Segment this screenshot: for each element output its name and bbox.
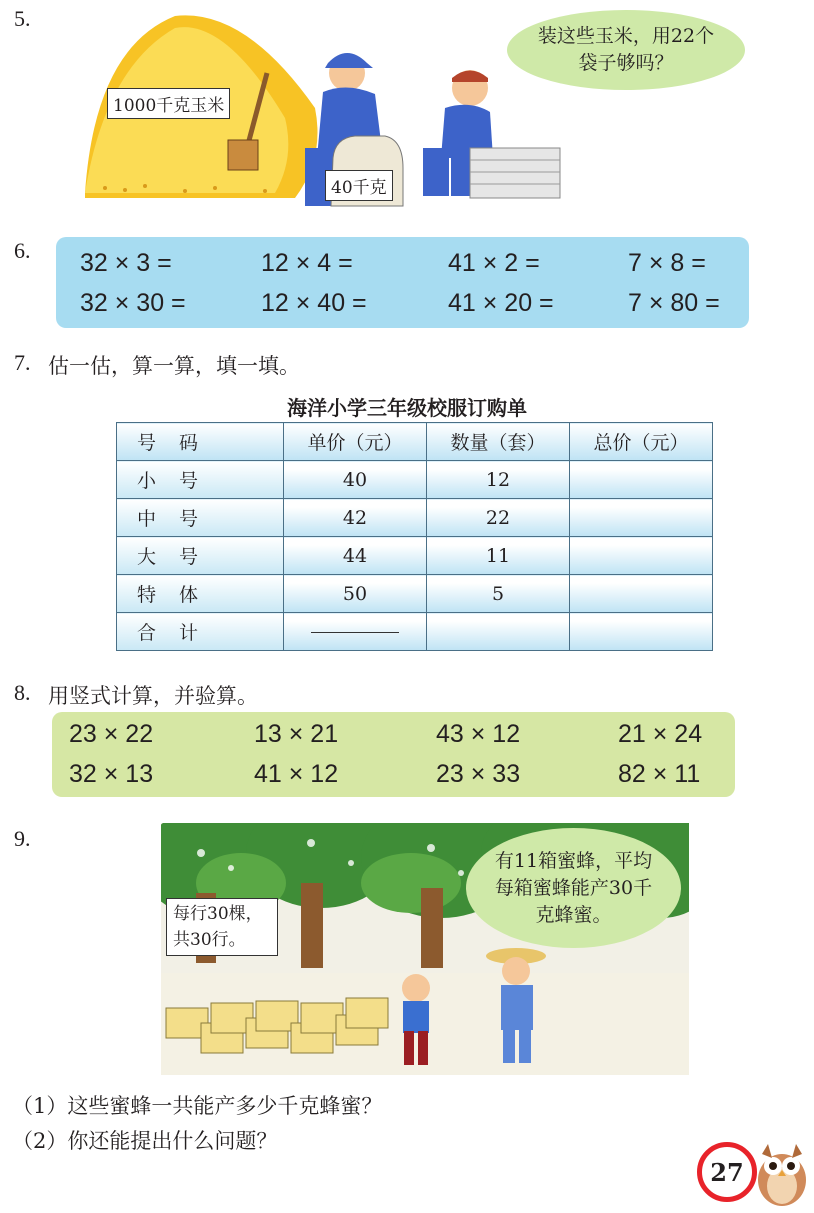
bag-weight-label: 40千克 — [325, 170, 393, 201]
vertical-calc-box — [52, 712, 735, 797]
table-row — [117, 461, 713, 499]
qty-cell: 5 — [427, 575, 570, 613]
calc-item: 23 × 22 — [69, 720, 154, 748]
problem-5-number: 5. — [14, 6, 31, 31]
calc-item: 82 × 11 — [618, 760, 701, 788]
corn-pile-illustration — [85, 8, 735, 218]
calc-item: 32 × 13 — [69, 760, 154, 788]
speech-bubble: 装这些玉米，用22个袋子够吗？ — [507, 10, 745, 90]
header-cell: 号 码 — [117, 423, 284, 461]
price-cell: 44 — [284, 537, 427, 575]
calc-item: 13 × 21 — [254, 720, 339, 748]
total-cell[interactable] — [570, 461, 713, 499]
calc-item: 41 × 2 = — [448, 249, 540, 277]
table-title: 海洋小学三年级校服订购单 — [287, 396, 527, 420]
row-label: 特 体 — [117, 575, 284, 613]
multiplication-box — [56, 237, 749, 328]
calc-item: 23 × 33 — [436, 760, 521, 788]
question-1: （1）这些蜜蜂一共能产多少千克蜂蜜？ — [12, 1094, 383, 1118]
calc-item: 41 × 20 = — [448, 289, 554, 317]
calc-item: 7 × 8 = — [628, 249, 706, 277]
orchard-sign: 每行30棵，共30行。 — [166, 898, 278, 956]
calc-item: 32 × 3 = — [80, 249, 172, 277]
total-cell[interactable] — [570, 537, 713, 575]
calc-item: 32 × 30 = — [80, 289, 186, 317]
calc-item: 12 × 40 = — [261, 289, 367, 317]
calc-item: 12 × 4 = — [261, 249, 353, 277]
total-cell[interactable] — [570, 499, 713, 537]
header-cell: 总价（元） — [570, 423, 713, 461]
problem-7-number: 7. — [14, 350, 31, 375]
table-header-row — [117, 423, 713, 461]
calc-item: 43 × 12 — [436, 720, 521, 748]
problem-7-instruction: 估一估，算一算，填一填。 — [48, 354, 300, 378]
order-table — [116, 422, 713, 651]
question-2: （2）你还能提出什么问题？ — [12, 1129, 278, 1153]
price-cell: 42 — [284, 499, 427, 537]
table-row — [117, 537, 713, 575]
blank-line — [311, 632, 399, 633]
beekeeper-speech-bubble: 有11箱蜜蜂，平均每箱蜜蜂能产30千克蜂蜜。 — [466, 828, 681, 948]
problem-8-number: 8. — [14, 680, 31, 705]
price-cell: 40 — [284, 461, 427, 499]
header-cell: 单价（元） — [284, 423, 427, 461]
problem-8-instruction: 用竖式计算，并验算。 — [48, 684, 258, 708]
calc-item: 21 × 24 — [618, 720, 703, 748]
calc-item: 7 × 80 = — [628, 289, 720, 317]
problem-6-number: 6. — [14, 238, 31, 263]
qty-cell: 11 — [427, 537, 570, 575]
row-label: 中 号 — [117, 499, 284, 537]
table-row — [117, 575, 713, 613]
price-cell-blank — [284, 613, 427, 651]
row-label: 大 号 — [117, 537, 284, 575]
row-label: 小 号 — [117, 461, 284, 499]
price-cell: 50 — [284, 575, 427, 613]
page-number-badge: 27 — [697, 1142, 757, 1202]
owl-mascot-icon — [752, 1138, 812, 1208]
qty-total-cell[interactable] — [427, 613, 570, 651]
corn-weight-label: 1000千克玉米 — [107, 88, 230, 119]
table-row — [117, 499, 713, 537]
beehive-orchard-illustration — [161, 823, 689, 1075]
row-label: 合 计 — [117, 613, 284, 651]
header-cell: 数量（套） — [427, 423, 570, 461]
problem-9-number: 9. — [14, 826, 31, 851]
table-row — [117, 613, 713, 651]
qty-cell: 22 — [427, 499, 570, 537]
grand-total-cell[interactable] — [570, 613, 713, 651]
total-cell[interactable] — [570, 575, 713, 613]
qty-cell: 12 — [427, 461, 570, 499]
calc-item: 41 × 12 — [254, 760, 339, 788]
